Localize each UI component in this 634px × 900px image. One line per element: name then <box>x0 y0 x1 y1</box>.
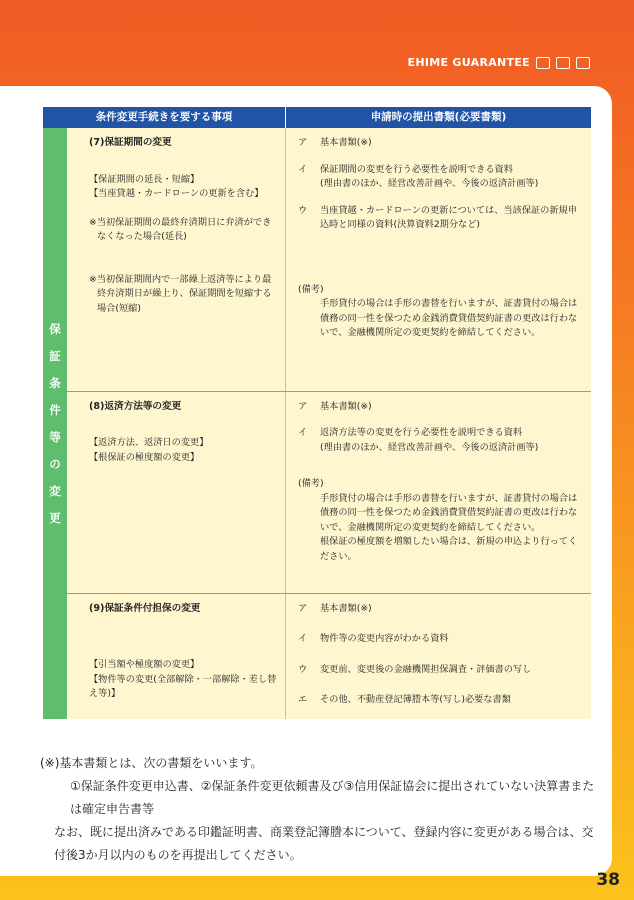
brand-text: EHIME GUARANTEE <box>407 56 530 69</box>
row9-doc: 基本書類(※) <box>320 602 372 614</box>
row7-doc: 保証期間の変更を行う必要性を説明できる資料 <box>320 163 513 175</box>
row7-note: ※当初保証期間内で一部繰上返済等により最終弁済期日が繰上り、保証期間を短縮する場合(短縮) <box>89 273 272 314</box>
row9-right: ア 基本書類(※) イ 物件等の変更内容がわかる資料 ウ 変更前、変更後の金融機関担保調査・評価書の写し エ その他、不動産登記簿謄本等(写し)必要な書類 <box>286 593 592 719</box>
row7-item: 【保証期間の延長・短縮】 <box>89 173 200 185</box>
row9-item: 【物件等の変更(全部解除・一部解除・差し替え等)】 <box>89 673 277 699</box>
row8-right: ア 基本書類(※) イ 返済方法等の変更を行う必要性を説明できる資料 (理由書のほか、経営改善計画や、今後の返済計画等) (備考) 手形貸付の場合は手形の書替を行いますが、証書貸付の場合は債務の同一性を保つため金銭消費貸借契約証書の更改は行わないで、金融機関所定の変更契約を締結してください。 根保証の極度額を増額したい場合は、新規の申込より行ってください。 <box>286 391 592 593</box>
row8-remarks: 手形貸付の場合は手形の書替を行いますが、証書貸付の場合は債務の同一性を保つため金銭消費貸借契約証書の更改は行わないで、金融機関所定の変更契約を締結してください。 <box>320 492 578 533</box>
brand-header <box>408 56 590 69</box>
row9-doc: その他、不動産登記簿謄本等(写し)必要な書類 <box>320 694 511 705</box>
row9-doc: 変更前、変更後の金融機関担保調査・評価書の写し <box>320 663 532 675</box>
building-icon <box>556 57 570 69</box>
truck-icon <box>536 57 550 69</box>
row8-doc: 返済方法等の変更を行う必要性を説明できる資料 <box>320 427 523 438</box>
row7-remarks-head: (備考) <box>298 283 324 295</box>
row9-title: (9)保証条件付担保の変更 <box>89 602 201 614</box>
row7-item: 【当座貸越・カードローンの更新を含む】 <box>89 188 264 199</box>
footnote-line: なお、既に提出済みである印鑑証明書、商業登記簿謄本について、登録内容に変更がある場合は、交付後3か月以内のものを再提出してください。 <box>54 825 594 862</box>
row7-left <box>67 128 286 391</box>
row8-remarks: 根保証の極度額を増額したい場合は、新規の申込より行ってください。 <box>320 536 578 562</box>
row8-item: 【返済方法、返済日の変更】 <box>89 437 209 448</box>
row7-title: (7)保証期間の変更 <box>89 137 172 148</box>
house-icon <box>576 57 590 69</box>
row9-doc: 物件等の変更内容がわかる資料 <box>320 633 449 644</box>
row8-left <box>67 391 286 593</box>
conditions-table <box>43 107 591 719</box>
row8-title: (8)返済方法等の変更 <box>89 400 182 412</box>
row7-right: ア 基本書類(※) イ 保証期間の変更を行う必要性を説明できる資料 (理由書のほか、経営改善計画や、今後の返済計画等) ウ 当座貸越・カードローンの更新については、当該保証の新規申込時と同様の資料(決算資料2期分など) (備考) 手形貸付の場合は手形の書替を行いますが、証書貸付の場合は債務の同一性を保つため金銭消費貸借契約証書の更改は行わないで、金融機関所定の変更契約を締結してください。 <box>286 128 592 391</box>
col2-header: 申請時の提出書類(必要書類) <box>286 107 592 128</box>
row7-remarks: 手形貸付の場合は手形の書替を行いますが、証書貸付の場合は債務の同一性を保つため金銭消費貸借契約証書の更改は行わないで、金融機関所定の変更契約を締結してください。 <box>320 298 578 338</box>
page-number: 38 <box>596 870 620 890</box>
row9-left <box>67 593 286 719</box>
row7-doc-sub: (理由書のほか、経営改善計画や、今後の返済計画等) <box>320 178 539 189</box>
side-label: 保 証 条 件 等 の 変 更 <box>43 128 67 719</box>
footnote <box>40 752 596 867</box>
col1-header: 条件変更手続きを要する事項 <box>43 107 286 128</box>
row7-doc: 基本書類(※) <box>320 137 372 148</box>
row8-doc: 基本書類(※) <box>320 400 372 412</box>
row8-doc-sub: (理由書のほか、経営改善計画や、今後の返済計画等) <box>320 441 539 453</box>
row9-item: 【引当額や極度額の変更】 <box>89 659 200 670</box>
footnote-line: ①保証条件変更申込書、②保証条件変更依頼書及び③信用保証協会に提出されていない決算書または確定申告書等 <box>70 779 595 816</box>
row8-item: 【根保証の極度額の変更】 <box>89 451 200 463</box>
footnote-line: (※)基本書類とは、次の書類をいいます。 <box>40 756 263 770</box>
row7-doc: 当座貸越・カードローンの更新については、当該保証の新規申込時と同様の資料(決算資料2期分など) <box>320 204 577 230</box>
row8-remarks-head: (備考) <box>298 478 324 489</box>
row7-note: ※当初保証期間の最終弁済期日に弁済ができなくなった場合(延長) <box>89 216 272 242</box>
